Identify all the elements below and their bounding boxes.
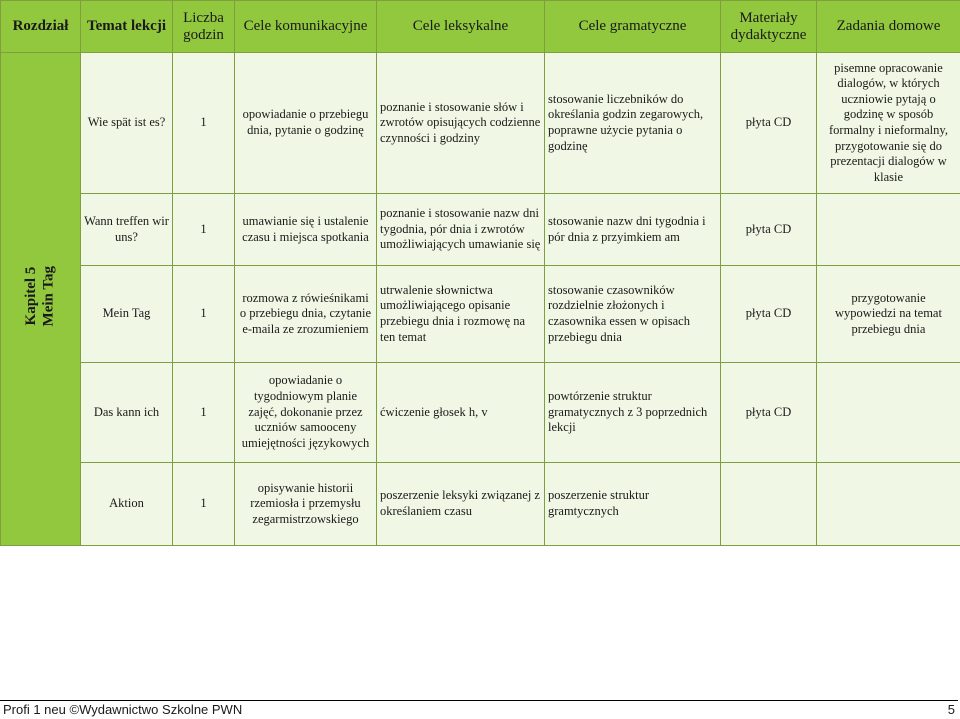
teaching-materials: płyta CD — [721, 194, 817, 266]
chapter-title: Mein Tag — [41, 266, 57, 326]
grammar-goals: powtórzenie struktur gramatycznych z 3 poprzednich lekcji — [545, 363, 721, 463]
grammar-goals: poszerzenie struktur gramtycznych — [545, 463, 721, 546]
lexical-goals: poznanie i stosowanie nazw dni tygodnia, pór dnia i zwrotów umożliwiających umawianie się — [377, 194, 545, 266]
header-temat: Temat lekcji — [81, 1, 173, 53]
homework — [817, 194, 960, 266]
lesson-hours: 1 — [173, 266, 235, 363]
lesson-topic: Mein Tag — [81, 266, 173, 363]
teaching-materials: płyta CD — [721, 363, 817, 463]
page-number: 5 — [948, 701, 955, 719]
communicative-goals: umawianie się i ustalenie czasu i miejsca spotkania — [235, 194, 377, 266]
grammar-goals: stosowanie czasowników rozdzielnie złożonych i czasownika essen w opisach przebiegu dnia — [545, 266, 721, 363]
header-cele-leksykalne: Cele leksykalne — [377, 1, 545, 53]
header-cele-komunikacyjne: Cele komunikacyjne — [235, 1, 377, 53]
header-cele-gramatyczne: Cele gramatyczne — [545, 1, 721, 53]
lexical-goals: ćwiczenie głosek h, v — [377, 363, 545, 463]
homework — [817, 363, 960, 463]
header-zadania: Zadania domowe — [817, 1, 960, 53]
teaching-materials: płyta CD — [721, 53, 817, 194]
communicative-goals: opowiadanie o przebiegu dnia, pytanie o godzinę — [235, 53, 377, 194]
lesson-hours: 1 — [173, 194, 235, 266]
table-row — [1, 463, 960, 546]
lesson-topic: Das kann ich — [81, 363, 173, 463]
lesson-hours: 1 — [173, 53, 235, 194]
page-footer — [0, 700, 958, 719]
communicative-goals: opowiadanie o tygodniowym planie zajęć, dokonanie przez uczniów samooceny umiejętności językowych — [235, 363, 377, 463]
footer-publisher: Profi 1 neu ©Wydawnictwo Szkolne PWN — [3, 701, 242, 719]
table-row — [1, 266, 960, 363]
lesson-hours: 1 — [173, 463, 235, 546]
grammar-goals: stosowanie nazw dni tygodnia i pór dnia z przyimkiem am — [545, 194, 721, 266]
communicative-goals: opisywanie historii rzemiosła i przemysłu zegarmistrzowskiego — [235, 463, 377, 546]
header-materialy: Materiały dydaktyczne — [721, 1, 817, 53]
homework: pisemne opracowanie dialogów, w których uczniowie pytają o godzinę w sposób formalny i nieformalny, przygotowanie się do prezentacji dialogów w klasie — [817, 53, 960, 194]
table-row — [1, 363, 960, 463]
table-row — [1, 194, 960, 266]
homework: przygotowanie wypowiedzi na temat przebiegu dnia — [817, 266, 960, 363]
header-liczba: Liczba godzin — [173, 1, 235, 53]
table-row — [1, 53, 960, 194]
lesson-topic: Aktion — [81, 463, 173, 546]
lexical-goals: poszerzenie leksyki związanej z określaniem czasu — [377, 463, 545, 546]
teaching-materials: płyta CD — [721, 266, 817, 363]
lesson-topic: Wie spät ist es? — [81, 53, 173, 194]
chapter-cell — [1, 53, 81, 546]
homework — [817, 463, 960, 546]
chapter-label — [23, 266, 58, 326]
grammar-goals: stosowanie liczebników do określania godzin zegarowych, poprawne użycie pytania o godzinę — [545, 53, 721, 194]
communicative-goals: rozmowa z rówieśnikami o przebiegu dnia, czytanie e-maila ze zrozumieniem — [235, 266, 377, 363]
teaching-materials — [721, 463, 817, 546]
chapter-number: Kapitel 5 — [23, 267, 39, 326]
header-rozdzial: Rozdział — [1, 1, 81, 53]
header-row — [1, 1, 960, 53]
lexical-goals: utrwalenie słownictwa umożliwiającego opisanie przebiegu dnia i rozmowę na ten temat — [377, 266, 545, 363]
lexical-goals: poznanie i stosowanie słów i zwrotów opisujących codzienne czynności i godziny — [377, 53, 545, 194]
lesson-topic: Wann treffen wir uns? — [81, 194, 173, 266]
lesson-hours: 1 — [173, 363, 235, 463]
